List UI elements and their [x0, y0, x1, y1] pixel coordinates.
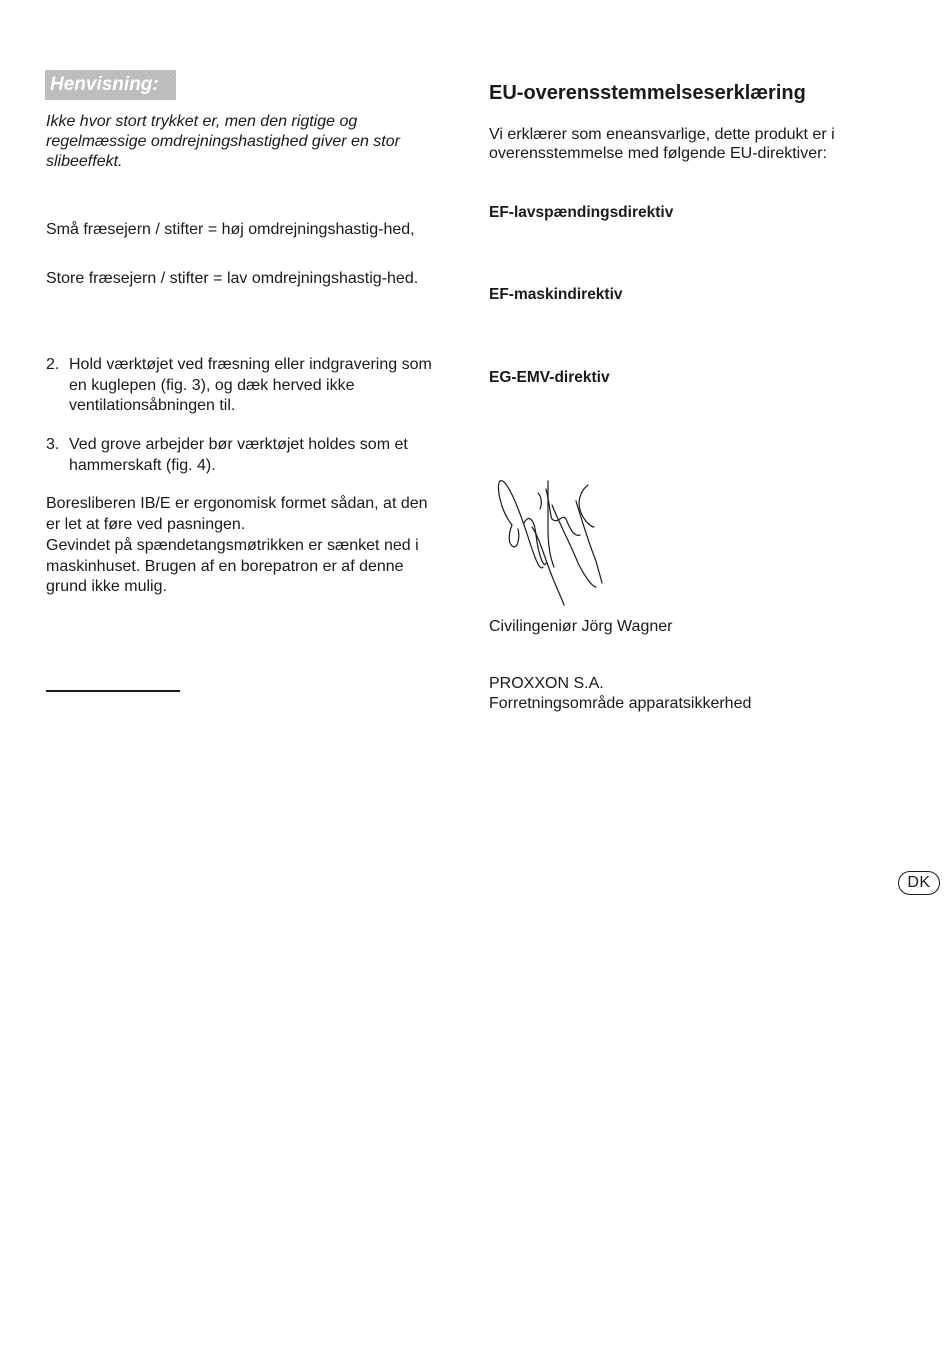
company-name: PROXXON S.A. — [489, 675, 604, 692]
note-text: Ikke hvor stort trykket er, men den rigtige og regelmæssige omdrejningshastighed giver en stor slibeeffekt. — [46, 113, 400, 170]
list-item-number: 3. — [46, 436, 60, 453]
company-department: Forretningsområde apparatsikkerhed — [489, 695, 752, 712]
note-label: Henvisning: — [45, 70, 176, 100]
ergonomic-text: Boresliberen IB/E er ergonomisk formet sådan, at den er let at føre ved pasningen. — [46, 495, 428, 533]
directive-emc: EG-EMV-direktiv — [489, 369, 610, 386]
company-block — [489, 674, 751, 714]
declaration-title: EU-overensstemmelseserklæring — [489, 82, 806, 104]
signature-image — [488, 475, 618, 610]
signer-name: Civilingeniør Jörg Wagner — [489, 618, 673, 635]
thread-text: Gevindet på spændetangsmøtrikken er sænket ned i maskinhuset. Brugen af en borepatron er af denne grund ikke mulig. — [46, 537, 419, 595]
country-badge: DK — [898, 871, 940, 895]
large-bits-text: Store fræsejern / stifter = lav omdrejningshastig-hed. — [46, 270, 419, 287]
list-item-text: Hold værktøjet ved fræsning eller indgravering som en kuglepen (fig. 3), og dæk herved ikke ventilationsåbningen til. — [69, 356, 432, 414]
list-item-text: Ved grove arbejder bør værktøjet holdes som et hammerskaft (fig. 4). — [69, 436, 408, 474]
directive-machinery: EF-maskindirektiv — [489, 286, 623, 303]
list-item — [46, 355, 441, 417]
list-item — [46, 435, 441, 476]
footnote-rule — [46, 690, 180, 692]
directive-low-voltage: EF-lavspændingsdirektiv — [489, 204, 674, 221]
small-bits-text: Små fræsejern / stifter = høj omdrejningshastig-hed, — [46, 221, 415, 238]
list-item-number: 2. — [46, 356, 60, 373]
declaration-intro: Vi erklærer som eneansvarlige, dette produkt er i overensstemmelse med følgende EU-direktiver: — [489, 126, 835, 162]
